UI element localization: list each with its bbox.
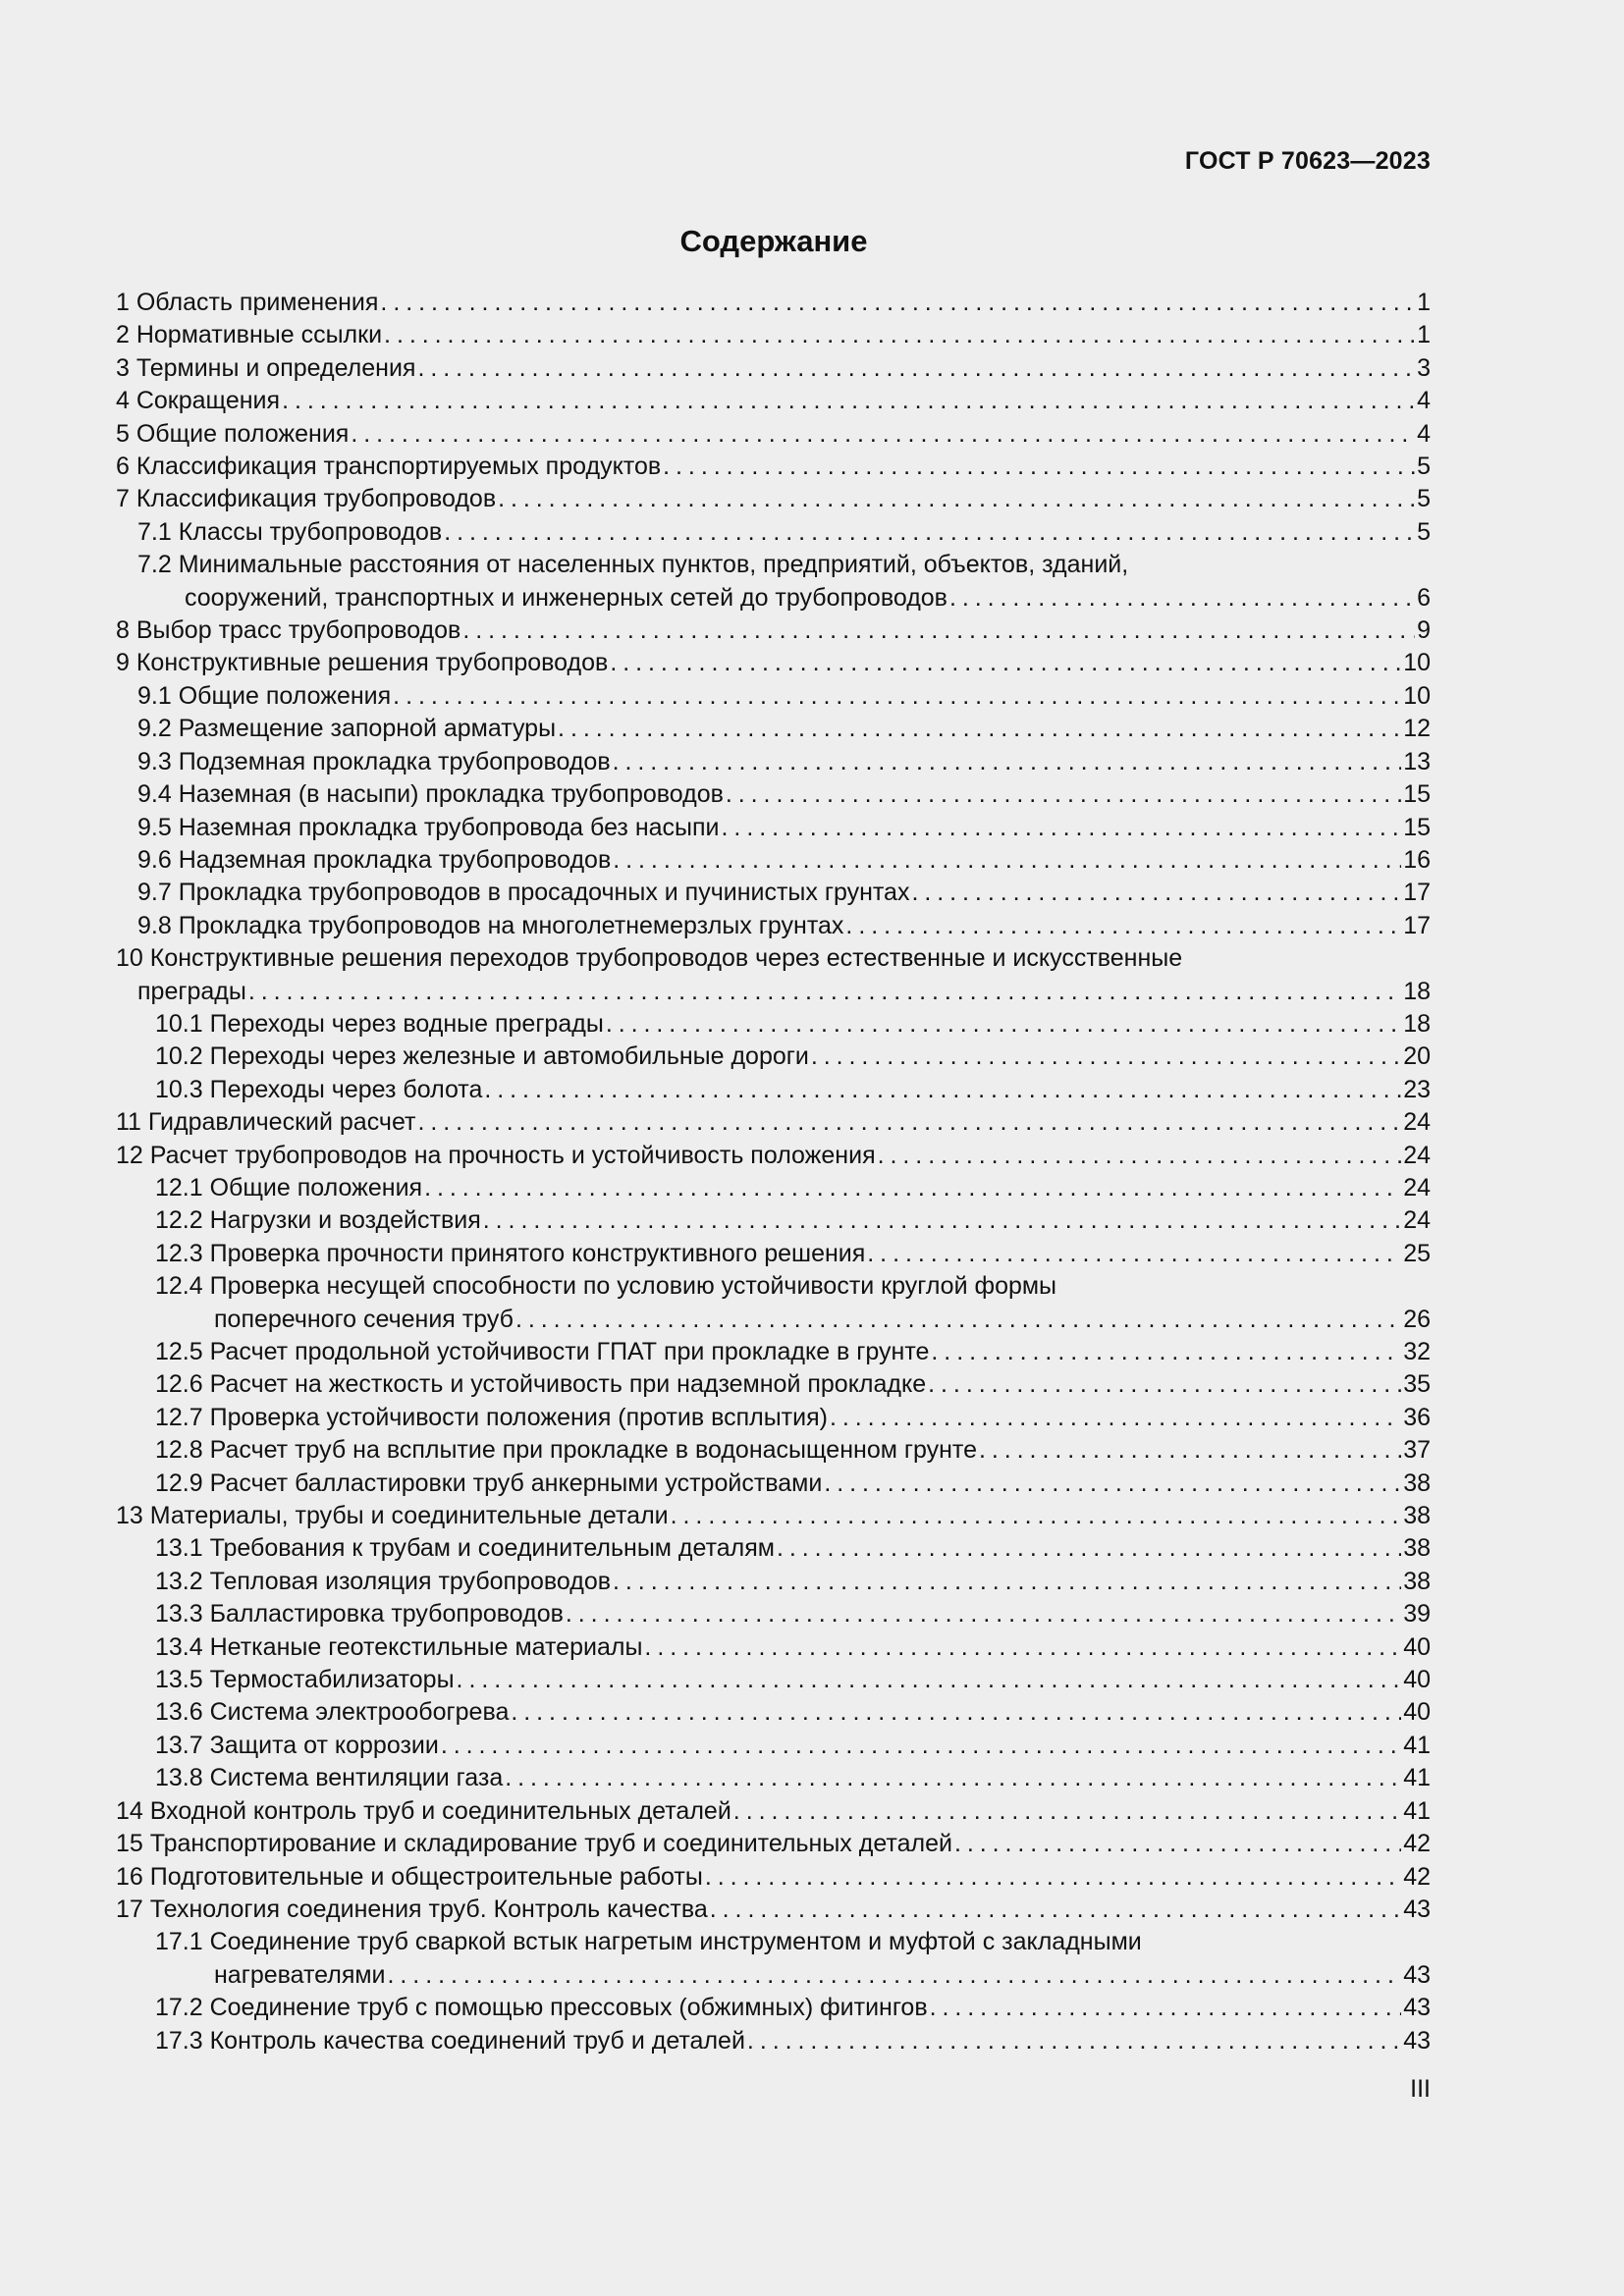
toc-page-number: 5 bbox=[1417, 453, 1431, 481]
dot-leader bbox=[441, 1730, 1401, 1762]
toc-entry[interactable] bbox=[116, 812, 1431, 844]
toc-entry-title: 10.2 Переходы через железные и автомобильные дороги bbox=[155, 1042, 809, 1071]
toc-entry-continuation: нагревателями bbox=[214, 1960, 386, 1989]
toc-entry[interactable] bbox=[116, 1861, 1431, 1894]
toc-entry[interactable] bbox=[116, 385, 1431, 417]
toc-entry[interactable] bbox=[116, 1664, 1431, 1696]
dot-leader bbox=[613, 746, 1402, 778]
dot-leader bbox=[613, 844, 1401, 877]
toc-page-number: 20 bbox=[1403, 1042, 1431, 1071]
toc-entry[interactable] bbox=[116, 1532, 1431, 1565]
toc-entry[interactable] bbox=[116, 844, 1431, 877]
toc-entry-title: 12.6 Расчет на жесткость и устойчивость при надземной прокладке bbox=[155, 1370, 927, 1399]
dot-leader bbox=[867, 1238, 1401, 1270]
toc-entry[interactable] bbox=[116, 713, 1431, 745]
toc-entry-title: 13.3 Балластировка трубопроводов bbox=[155, 1600, 564, 1629]
dot-leader bbox=[726, 778, 1401, 811]
dot-leader bbox=[644, 1631, 1401, 1664]
toc-entry[interactable] bbox=[116, 778, 1431, 811]
toc-entry[interactable] bbox=[116, 1828, 1431, 1860]
toc-page-number: 41 bbox=[1403, 1731, 1431, 1759]
toc-page-number: 26 bbox=[1403, 1305, 1431, 1333]
toc-entry[interactable] bbox=[116, 1368, 1431, 1401]
toc-entry-title: 13.4 Нетканые геотекстильные материалы bbox=[155, 1632, 643, 1661]
dot-leader bbox=[351, 418, 1415, 451]
toc-entry-title: 9.6 Надземная прокладка трубопроводов bbox=[137, 845, 612, 874]
toc-entry[interactable] bbox=[116, 483, 1431, 515]
toc-page-number: 38 bbox=[1403, 1502, 1431, 1530]
toc-page-number: 36 bbox=[1403, 1403, 1431, 1431]
dot-leader bbox=[954, 1828, 1401, 1860]
dot-leader bbox=[949, 582, 1415, 614]
toc-page-number: 37 bbox=[1403, 1436, 1431, 1465]
toc-entry-title: 12.4 Проверка несущей способности по условию устойчивости круглой формы bbox=[155, 1272, 1057, 1301]
toc-page-number: 24 bbox=[1403, 1141, 1431, 1169]
toc-page-number: 25 bbox=[1403, 1239, 1431, 1267]
toc-page-number: 12 bbox=[1403, 715, 1431, 743]
toc-entry[interactable] bbox=[116, 451, 1431, 483]
dot-leader bbox=[417, 1106, 1401, 1139]
toc-entry[interactable] bbox=[116, 910, 1431, 942]
toc-entry-title: 17 Технология соединения труб. Контроль качества bbox=[116, 1895, 708, 1923]
toc-entry[interactable] bbox=[116, 1631, 1431, 1664]
toc-entry-title: 10 Конструктивные решения переходов трубопроводов через естественные и искусственные bbox=[116, 944, 1183, 973]
toc-entry-continuation: поперечного сечения труб bbox=[214, 1305, 514, 1333]
toc-entry[interactable] bbox=[116, 1762, 1431, 1794]
toc-entry-title: 13.6 Система электрообогрева bbox=[155, 1698, 510, 1727]
toc-entry-title: 12.5 Расчет продольной устойчивости ГПАТ при прокладке в грунте bbox=[155, 1338, 930, 1365]
toc-entry-title: 16 Подготовительные и общестроительные работы bbox=[116, 1862, 703, 1891]
toc-page-number: 43 bbox=[1403, 1960, 1431, 1989]
toc-page-number: 43 bbox=[1403, 2026, 1431, 2055]
toc-entry[interactable] bbox=[116, 352, 1431, 385]
toc-page-number: 43 bbox=[1403, 1994, 1431, 2022]
toc-page-number: 15 bbox=[1403, 780, 1431, 809]
dot-leader bbox=[498, 483, 1415, 515]
toc-entry-title: 10.3 Переходы через болота bbox=[155, 1075, 483, 1103]
dot-leader bbox=[380, 287, 1415, 319]
table-of-contents bbox=[116, 287, 1431, 2057]
toc-entry[interactable] bbox=[116, 1434, 1431, 1467]
toc-page-number: 10 bbox=[1403, 681, 1431, 710]
toc-page-number: 24 bbox=[1403, 1108, 1431, 1137]
dot-leader bbox=[248, 976, 1401, 1008]
dot-leader bbox=[505, 1762, 1401, 1794]
toc-entry[interactable] bbox=[116, 1402, 1431, 1434]
dot-leader bbox=[722, 812, 1402, 844]
toc-entry-title: 9.4 Наземная (в насыпи) прокладка трубопроводов bbox=[137, 780, 724, 809]
toc-entry[interactable] bbox=[116, 582, 1431, 614]
dot-leader bbox=[930, 1992, 1402, 2024]
toc-page-number: 24 bbox=[1403, 1173, 1431, 1201]
dot-leader bbox=[444, 516, 1415, 549]
toc-entry[interactable] bbox=[116, 976, 1431, 1008]
toc-entry-title: 7.1 Классы трубопроводов bbox=[137, 517, 443, 546]
toc-entry[interactable] bbox=[116, 287, 1431, 319]
dot-leader bbox=[979, 1434, 1401, 1467]
toc-page-number: 40 bbox=[1403, 1632, 1431, 1661]
toc-page-number: 41 bbox=[1403, 1796, 1431, 1825]
dot-leader bbox=[388, 1959, 1402, 1992]
toc-entry[interactable] bbox=[116, 1172, 1431, 1204]
toc-page-number: 35 bbox=[1403, 1370, 1431, 1399]
dot-leader bbox=[511, 1696, 1401, 1729]
toc-entry-title: 1 Область применения bbox=[116, 289, 379, 316]
toc-entry[interactable] bbox=[116, 1008, 1431, 1041]
toc-page-number: 43 bbox=[1403, 1895, 1431, 1923]
toc-page-number: 16 bbox=[1403, 845, 1431, 874]
toc-entry-title: 13.8 Система вентиляции газа bbox=[155, 1764, 504, 1792]
toc-entry-title: 7.2 Минимальные расстояния от населенных пунктов, предприятий, объектов, зданий, bbox=[137, 551, 1129, 579]
toc-entry[interactable] bbox=[116, 1959, 1431, 1992]
toc-entry[interactable] bbox=[116, 1598, 1431, 1630]
dot-leader bbox=[484, 1074, 1401, 1106]
toc-entry[interactable] bbox=[116, 516, 1431, 549]
toc-entry-title: 12.1 Общие положения bbox=[155, 1173, 423, 1201]
toc-entry-title: 12.7 Проверка устойчивости положения (против всплытия) bbox=[155, 1403, 828, 1431]
toc-entry[interactable] bbox=[116, 680, 1431, 713]
toc-page-number: 40 bbox=[1403, 1698, 1431, 1727]
toc-page-number: 38 bbox=[1403, 1534, 1431, 1563]
toc-entry[interactable] bbox=[116, 1041, 1431, 1073]
toc-entry-title: 3 Термины и определения bbox=[116, 353, 416, 382]
toc-page-number: 17 bbox=[1403, 879, 1431, 907]
toc-page-number: 41 bbox=[1403, 1764, 1431, 1792]
toc-page-number: 42 bbox=[1403, 1830, 1431, 1858]
toc-entry[interactable] bbox=[116, 1204, 1431, 1237]
toc-page-number: 1 bbox=[1417, 289, 1431, 316]
dot-leader bbox=[606, 1008, 1401, 1041]
dot-leader bbox=[384, 319, 1415, 351]
dot-leader bbox=[417, 352, 1415, 385]
dot-leader bbox=[705, 1861, 1401, 1894]
toc-entry[interactable] bbox=[116, 2025, 1431, 2057]
dot-leader bbox=[462, 614, 1415, 647]
toc-entry-title: 17.1 Соединение труб сваркой встык нагретым инструментом и муфтой с закладными bbox=[155, 1928, 1142, 1956]
toc-page-number: 38 bbox=[1403, 1468, 1431, 1497]
toc-entry[interactable] bbox=[116, 746, 1431, 778]
toc-entry-continuation: преграды bbox=[137, 977, 246, 1005]
toc-entry-title: 13.1 Требования к трубам и соединительным деталям bbox=[155, 1534, 775, 1563]
toc-page-number: 13 bbox=[1403, 747, 1431, 775]
dot-leader bbox=[878, 1140, 1402, 1172]
dot-leader bbox=[558, 713, 1401, 745]
toc-page-number: 18 bbox=[1403, 1009, 1431, 1038]
toc-entry[interactable] bbox=[116, 614, 1431, 647]
toc-entry-title: 6 Классификация транспортируемых продуктов bbox=[116, 453, 662, 481]
dot-leader bbox=[710, 1894, 1401, 1926]
page-number: III bbox=[1410, 2075, 1431, 2103]
toc-page-number: 40 bbox=[1403, 1666, 1431, 1694]
toc-entry[interactable] bbox=[116, 1696, 1431, 1729]
toc-entry[interactable] bbox=[116, 1992, 1431, 2024]
toc-entry[interactable] bbox=[116, 1074, 1431, 1106]
toc-entry[interactable] bbox=[116, 1795, 1431, 1828]
toc-page-number: 3 bbox=[1417, 353, 1431, 382]
toc-entry[interactable] bbox=[116, 1140, 1431, 1172]
toc-entry-title: 9.8 Прокладка трубопроводов на многолетнемерзлых грунтах bbox=[137, 911, 844, 939]
dot-leader bbox=[911, 877, 1401, 909]
toc-page-number: 42 bbox=[1403, 1862, 1431, 1891]
toc-entry-continuation: сооружений, транспортных и инженерных сетей до трубопроводов bbox=[185, 583, 947, 612]
toc-entry-title: 4 Сокращения bbox=[116, 387, 281, 415]
toc-entry-title: 9.1 Общие положения bbox=[137, 681, 392, 710]
toc-entry-title: 14 Входной контроль труб и соединительных деталей bbox=[116, 1796, 731, 1825]
toc-entry[interactable] bbox=[116, 1468, 1431, 1500]
toc-page-number: 32 bbox=[1403, 1338, 1431, 1365]
toc-entry-title: 10.1 Переходы через водные преграды bbox=[155, 1009, 604, 1038]
toc-entry-title: 9 Конструктивные решения трубопроводов bbox=[116, 649, 609, 677]
toc-entry[interactable] bbox=[116, 1894, 1431, 1926]
toc-entry-title: 12.9 Расчет балластировки труб анкерными устройствами bbox=[155, 1468, 823, 1497]
dot-leader bbox=[777, 1532, 1401, 1565]
dot-leader bbox=[663, 451, 1415, 483]
dot-leader bbox=[733, 1795, 1401, 1828]
dot-leader bbox=[610, 647, 1401, 679]
toc-entry[interactable] bbox=[116, 1336, 1431, 1368]
toc-page-number: 39 bbox=[1403, 1600, 1431, 1629]
toc-page-number: 1 bbox=[1417, 321, 1431, 349]
toc-page-number: 38 bbox=[1403, 1567, 1431, 1595]
toc-entry-title: 13.5 Термостабилизаторы bbox=[155, 1666, 455, 1694]
toc-page-number: 5 bbox=[1417, 517, 1431, 546]
dot-leader bbox=[747, 2025, 1401, 2057]
toc-entry-title: 15 Транспортирование и складирование труб и соединительных деталей bbox=[116, 1830, 952, 1858]
toc-entry[interactable] bbox=[116, 1106, 1431, 1139]
document-code: ГОСТ Р 70623—2023 bbox=[1184, 147, 1431, 175]
toc-entry-title: 11 Гидравлический расчет bbox=[116, 1108, 416, 1137]
toc-entry-title: 13.7 Защита от коррозии bbox=[155, 1731, 439, 1759]
toc-page-number: 15 bbox=[1403, 813, 1431, 841]
toc-entry-title: 8 Выбор трасс трубопроводов bbox=[116, 616, 461, 645]
toc-entry-title: 5 Общие положения bbox=[116, 419, 350, 448]
dot-leader bbox=[457, 1664, 1402, 1696]
toc-entry-title: 9.2 Размещение запорной арматуры bbox=[137, 715, 557, 743]
dot-leader bbox=[845, 910, 1401, 942]
toc-entry-title: 12.8 Расчет труб на всплытие при прокладке в водонасыщенном грунте bbox=[155, 1436, 977, 1465]
toc-page-number: 9 bbox=[1417, 616, 1431, 645]
toc-page-number: 24 bbox=[1403, 1206, 1431, 1235]
toc-entry-title: 2 Нормативные ссылки bbox=[116, 321, 383, 349]
toc-entry[interactable] bbox=[116, 647, 1431, 679]
dot-leader bbox=[515, 1304, 1401, 1336]
toc-entry-title: 9.5 Наземная прокладка трубопровода без насыпи bbox=[137, 813, 720, 841]
toc-entry-title: 12.3 Проверка прочности принятого конструктивного решения bbox=[155, 1239, 866, 1267]
dot-leader bbox=[424, 1172, 1401, 1204]
dot-leader bbox=[931, 1336, 1401, 1368]
toc-page-number: 10 bbox=[1403, 649, 1431, 677]
toc-entry[interactable] bbox=[116, 1566, 1431, 1598]
dot-leader bbox=[928, 1368, 1401, 1401]
toc-page-number: 23 bbox=[1403, 1075, 1431, 1103]
dot-leader bbox=[671, 1500, 1402, 1532]
toc-entry[interactable] bbox=[116, 1730, 1431, 1762]
toc-entry[interactable] bbox=[116, 1500, 1431, 1532]
dot-leader bbox=[811, 1041, 1401, 1073]
toc-entry[interactable] bbox=[116, 877, 1431, 909]
dot-leader bbox=[393, 680, 1401, 713]
dot-leader bbox=[830, 1402, 1401, 1434]
dot-leader bbox=[824, 1468, 1401, 1500]
toc-entry-title: 9.3 Подземная прокладка трубопроводов bbox=[137, 747, 611, 775]
toc-entry[interactable] bbox=[116, 1238, 1431, 1270]
toc-entry[interactable] bbox=[116, 319, 1431, 351]
toc-page-number: 17 bbox=[1403, 911, 1431, 939]
toc-entry-title: 7 Классификация трубопроводов bbox=[116, 485, 497, 513]
dot-leader bbox=[282, 385, 1415, 417]
toc-entry-title: 12 Расчет трубопроводов на прочность и устойчивость положения bbox=[116, 1141, 876, 1169]
toc-entry-title: 17.3 Контроль качества соединений труб и деталей bbox=[155, 2026, 745, 2055]
toc-title: Содержание bbox=[679, 224, 868, 258]
toc-page-number: 6 bbox=[1417, 583, 1431, 612]
toc-entry-title: 12.2 Нагрузки и воздействия bbox=[155, 1206, 481, 1235]
toc-entry-title: 13 Материалы, трубы и соединительные детали bbox=[116, 1502, 669, 1530]
dot-leader bbox=[613, 1566, 1401, 1598]
dot-leader bbox=[483, 1204, 1401, 1237]
toc-page-number: 4 bbox=[1417, 419, 1431, 448]
toc-page-number: 18 bbox=[1403, 977, 1431, 1005]
toc-entry[interactable] bbox=[116, 1304, 1431, 1336]
toc-entry[interactable] bbox=[116, 418, 1431, 451]
toc-entry-title: 17.2 Соединение труб с помощью прессовых (обжимных) фитингов bbox=[155, 1994, 928, 2022]
dot-leader bbox=[566, 1598, 1401, 1630]
toc-page-number: 5 bbox=[1417, 485, 1431, 513]
toc-page-number: 4 bbox=[1417, 387, 1431, 415]
toc-entry-title: 9.7 Прокладка трубопроводов в просадочных и пучинистых грунтах bbox=[137, 879, 910, 907]
toc-entry-title: 13.2 Тепловая изоляция трубопроводов bbox=[155, 1567, 612, 1595]
